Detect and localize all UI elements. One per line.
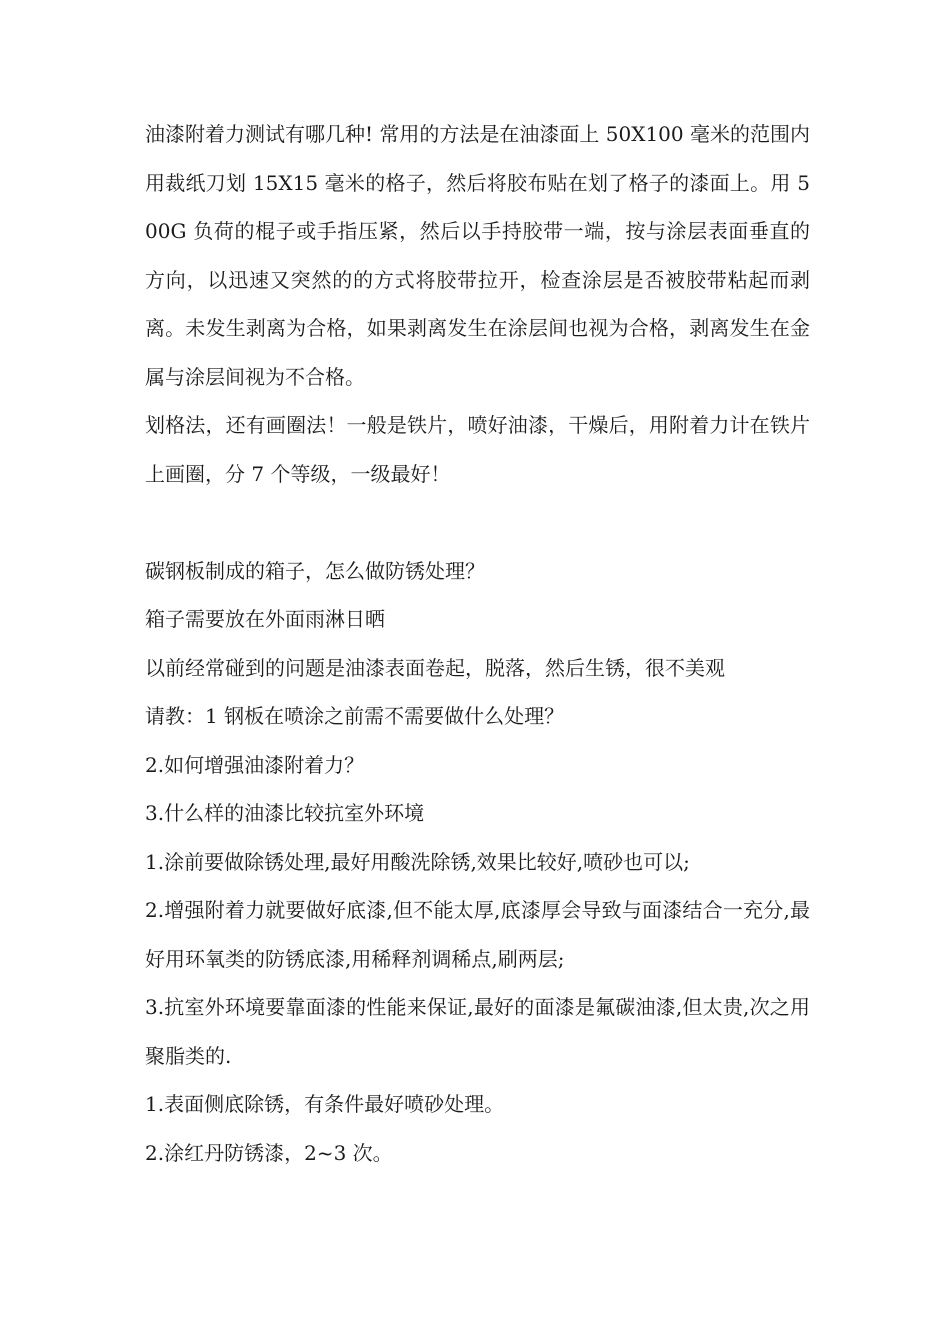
paragraph-spacer bbox=[145, 498, 810, 547]
paragraph-question-title: 碳钢板制成的箱子，怎么做防锈处理？ bbox=[145, 558, 485, 583]
paragraph-question-context: 箱子需要放在外面雨淋日晒 bbox=[145, 607, 385, 631]
paragraph-crosshatch-method: 划格法，还有画圈法！一般是铁片，喷好油漆，干燥后，用附着力计在铁片上画圈，分 7 个等级，一级最好！ bbox=[145, 413, 810, 486]
paragraph-answer-b1: 1.表面侧底除锈，有条件最好喷砂处理。 bbox=[145, 1092, 505, 1116]
paragraph-question-2: 2.如何增强油漆附着力？ bbox=[145, 752, 365, 777]
paragraph-question-3: 3.什么样的油漆比较抗室外环境 bbox=[145, 801, 425, 825]
document-body bbox=[145, 110, 810, 1177]
paragraph-answer-3: 3.抗室外环境要靠面漆的性能来保证,最好的面漆是氟碳油漆,但太贵,次之用聚脂类的. bbox=[145, 995, 810, 1068]
paragraph-adhesion-test: 油漆附着力测试有哪几种! 常用的方法是在油漆面上 50X100 毫米的范围内用裁纸刀划 15X15 毫米的格子，然后将胶布贴在划了格子的漆面上。用 500G 负荷的棍子或手指压紧，然后以手持胶带一端，按与涂层表面垂直的方向，以迅速又突然的的方式将胶带拉开，检查涂层是否被胶带粘起而剥离。未发生剥离为合格，如果剥离发生在涂层间也视为合格，剥离发生在金属与涂层间视为不合格。 bbox=[145, 122, 810, 389]
paragraph-answer-1: 1.涂前要做除锈处理,最好用酸洗除锈,效果比较好,喷砂也可以; bbox=[145, 849, 690, 874]
paragraph-answer-b2: 2.涂红丹防锈漆，2~3 次。 bbox=[145, 1140, 393, 1165]
paragraph-answer-2: 2.增强附着力就要做好底漆,但不能太厚,底漆厚会导致与面漆结合一充分,最好用环氧类的防锈底漆,用稀释剂调稀点,刷两层; bbox=[145, 898, 810, 971]
paragraph-question-problem: 以前经常碰到的问题是油漆表面卷起，脱落，然后生锈，很不美观 bbox=[145, 655, 725, 680]
paragraph-question-1: 请教：1 钢板在喷涂之前需不需要做什么处理？ bbox=[145, 704, 565, 728]
